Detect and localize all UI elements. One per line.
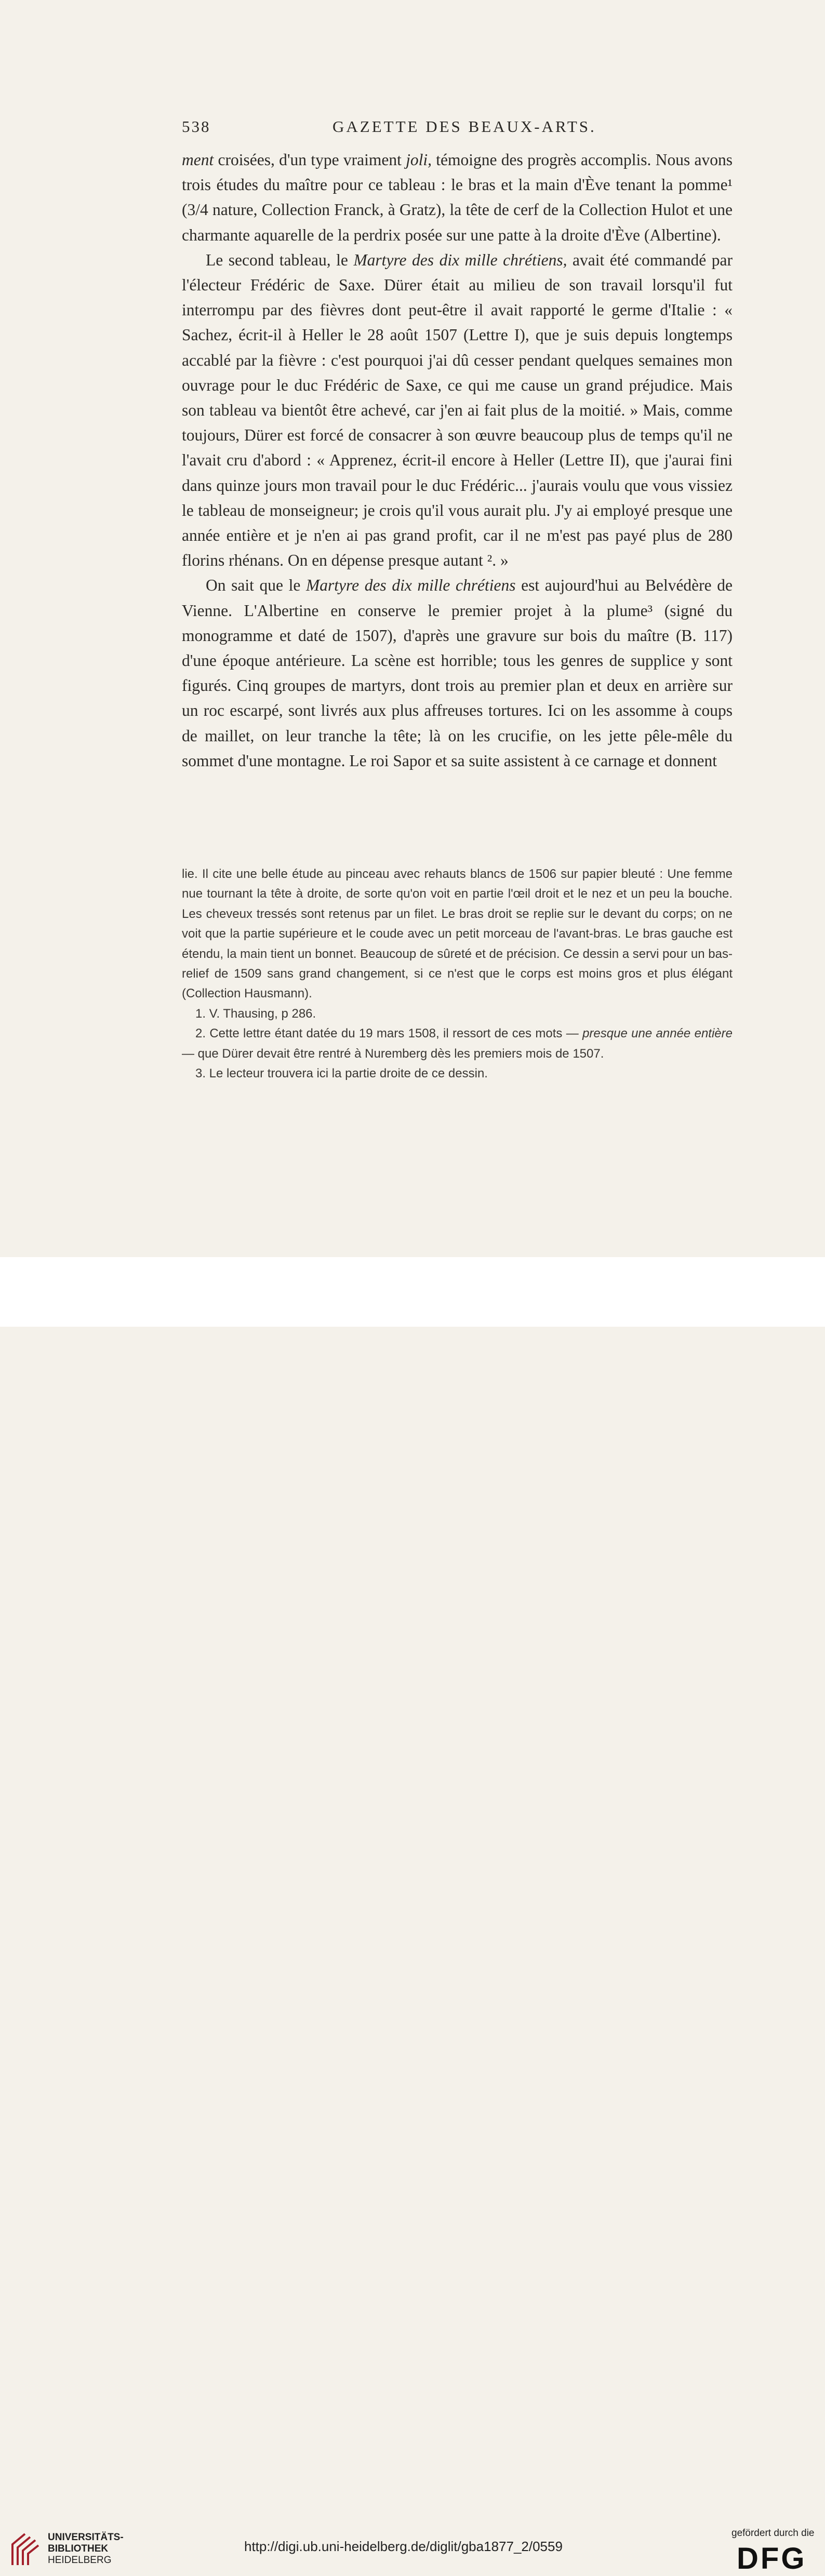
funded-by-label: gefördert durch die xyxy=(731,2528,815,2539)
text-run: Le second tableau, le xyxy=(206,250,354,269)
library-name-line-1: UNIVERSITÄTS- xyxy=(48,2532,124,2543)
text-run: témoigne des progrès accomplis. Nous avons trois études du maître pour ce tableau : le bras et la main d'Ève tenant la pomme¹ (3/4 nature, Collection Franck, à Gratz), la tête de cerf de la Collection Hulot et une charmante aquarelle de la perdrix posée sur une patte à la droite d'Ève (Albertine). xyxy=(182,151,733,244)
footnote-3 xyxy=(182,1064,733,1084)
text-run: On sait que le xyxy=(206,576,306,595)
footnote-2 xyxy=(182,1024,733,1064)
paragraph-3 xyxy=(182,573,733,773)
text-run: est aujourd'hui au Belvédère de Vienne. L'Albertine en conserve le premier projet à la plume³ (signé du monogramme et daté de 1507), d'après une gravure sur bois du maître (B. 117) d'une époque antérieure. La scène est horrible; tous les genres de supplice y sont figurés. Cinq groupes de martyrs, dont trois au premier plan et deux en arrière sur un roc escarpé, sont livrés aux plus affreuses tortures. Ici on les assomme à coups de maillet, on leur tranche la tête; là on les crucifie, on les jette pêle-mêle du sommet d'une montagne. Le roi Sapor et sa suite assistent à ce carnage et donnent xyxy=(182,576,733,770)
main-text xyxy=(182,148,733,773)
footnote-continuation xyxy=(182,864,733,1004)
library-name xyxy=(48,2532,124,2566)
italic-text-run: Martyre des dix mille chrétiens, xyxy=(353,250,567,269)
footnotes xyxy=(182,864,733,1084)
text-run: lie. Il cite une belle étude au pinceau avec rehauts blancs de 1506 sur papier bleuté : Une femme nue tournant la tête à droite, de sorte qu'on voit en partie l'œil droit et le nez et un peu la bouche. Les cheveux tressés sont retenus par un filet. Le bras droit se replie sur le devant du corps; on ne voit que la partie supérieure et le coude avec un petit morceau de l'avant-bras. Le bras gauche est étendu, la main tient un bonnet. Beaucoup de sûreté et de précision. Ce dessin a servi pour un bas-relief de 1509 sans grand changement, si ce n'est que le corps est moins gros et plus élégant (Collection Hausmann). xyxy=(182,867,733,1001)
permalink-url[interactable]: http://digi.ub.uni-heidelberg.de/diglit/gba1877_2/0559 xyxy=(244,2539,563,2554)
running-header xyxy=(182,117,733,141)
university-library-logo xyxy=(7,2529,43,2570)
library-name-line-3: HEIDELBERG xyxy=(48,2555,112,2566)
footnote-1 xyxy=(182,1004,733,1024)
text-run: — que Dürer devait être rentré à Nuremberg dès les premiers mois de 1507. xyxy=(182,1046,604,1061)
paragraph-2 xyxy=(182,248,733,573)
text-run: 1. V. Thausing, p 286. xyxy=(195,1006,316,1021)
text-run: 3. Le lecteur trouvera ici la partie droite de ce dessin. xyxy=(195,1066,488,1081)
library-name-line-2: BIBLIOTHEK xyxy=(48,2543,109,2554)
italic-text-run: presque une année entière xyxy=(582,1026,733,1041)
running-title: GAZETTE DES BEAUX-ARTS. xyxy=(332,117,596,136)
dfg-logo: DFG xyxy=(737,2542,807,2575)
scanned-page xyxy=(0,0,825,1257)
text-run: 2. Cette lettre étant datée du 19 mars 1508, il ressort de ces mots — xyxy=(195,1026,583,1041)
paragraph-1 xyxy=(182,148,733,248)
page-number: 538 xyxy=(182,117,211,136)
italic-text-run: Martyre des dix mille chrétiens xyxy=(306,576,516,595)
italic-text-run: ment xyxy=(182,151,214,169)
text-run: avait été commandé par l'électeur Frédéric de Saxe. Dürer était au milieu de son travail lorsqu'il fut interrompu par des fièvres dont peut-être il avait rapporté le germe d'Italie : « Sachez, écrit-il à Heller le 28 août 1507 (Lettre I), que je suis depuis longtemps accablé par la fièvre : c'est pourquoi j'ai dû cesser pendant quelques semaines mon ouvrage pour le duc Frédéric de Saxe, ce qui me cause un grand préjudice. Mais son tableau va bientôt être achevé, car j'en ai fait plus de la moitié. » Mais, comme toujours, Dürer est forcé de consacrer à son œuvre beaucoup plus de temps qu'il ne l'avait cru d'abord : « Apprenez, écrit-il encore à Heller (Lettre II), que j'aurai fini dans quinze jours mon travail pour le duc Frédéric... j'aurais voulu que vous vissiez le tableau de monseigneur; je crois qu'il vous aurait plu. J'y ai employé presque une année entière et je n'en ai pas grand profit, car il ne m'est pas payé plus de 280 florins rhénans. On en dépense presque autant ². » xyxy=(182,250,733,570)
viewer-footer xyxy=(0,1257,825,2575)
text-run: croisées, d'un type vraiment xyxy=(214,151,406,169)
italic-text-run: joli, xyxy=(406,151,432,169)
